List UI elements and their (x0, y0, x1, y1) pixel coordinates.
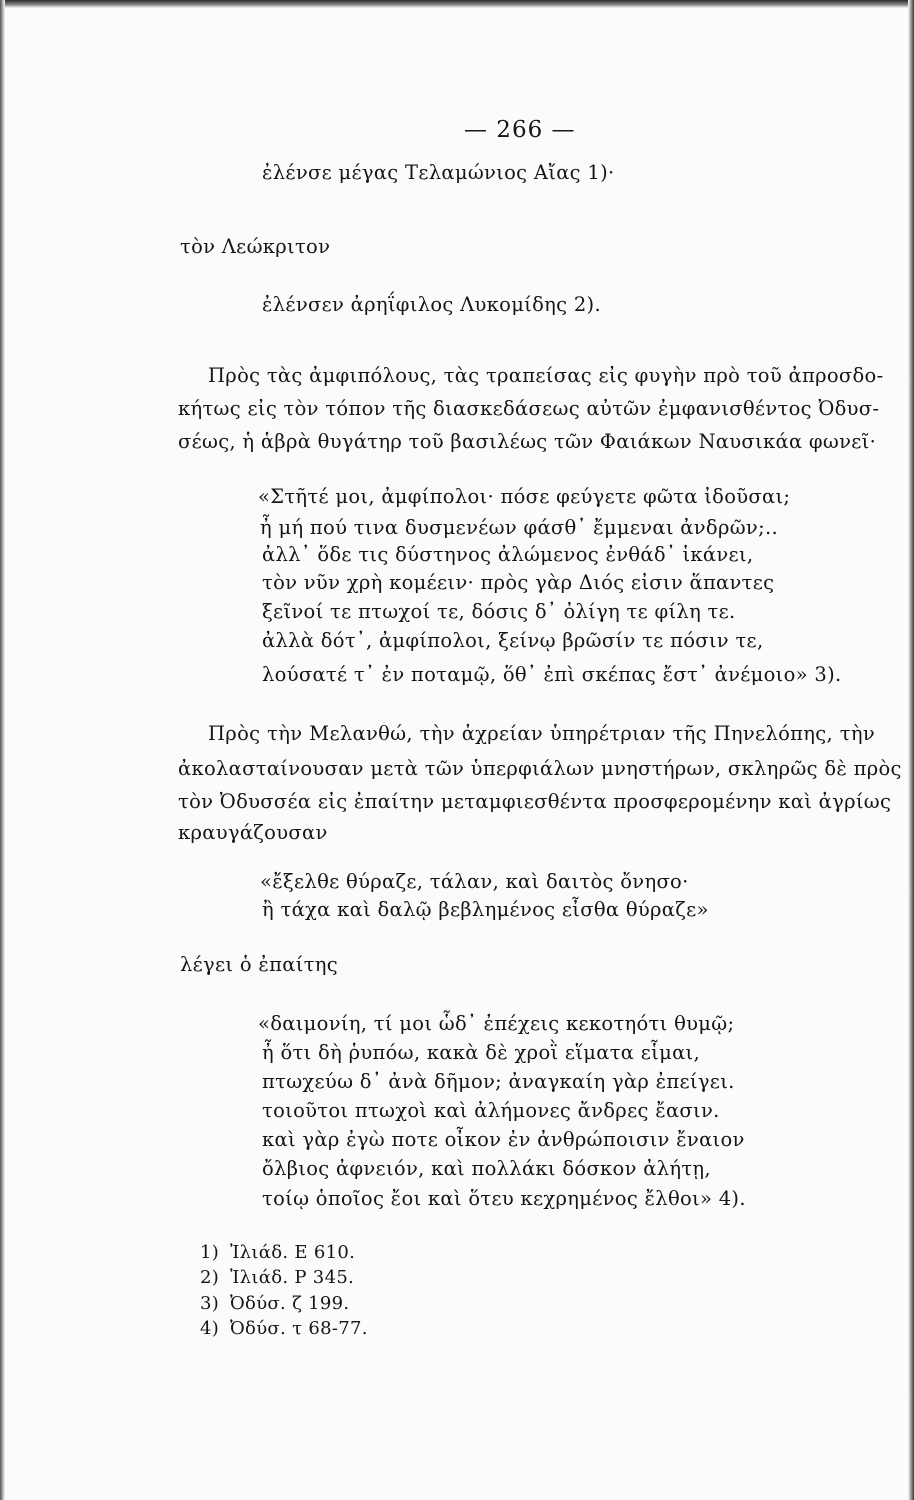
verse-line: ἦ μή πού τινα δυσμενέων φάσθ᾽ ἔμμεναι ἀνδρῶν;.. (260, 516, 778, 539)
paragraph-line: τὸν Ὀδυσσέα εἰς ἐπαίτην μεταμφιεσθέντα προσφερομένην καὶ ἀγρίως (178, 790, 892, 813)
verse-line: ἢ τάχα καὶ δαλῷ βεβλημένος εἶσθα θύραζε» (262, 898, 709, 921)
paragraph-line: ἀκολασταίνουσαν μετὰ τῶν ὑπερφιάλων μνηστήρων, σκληρῶς δὲ πρὸς (178, 757, 902, 780)
paragraph-line: σέως, ἡ ἁβρὰ θυγάτηρ τοῦ βασιλέως τῶν Φαιάκων Ναυσικάα φωνεῖ· (178, 430, 877, 453)
footnote (200, 1291, 349, 1317)
footnote (200, 1240, 355, 1266)
verse-line: λούσατέ τ᾽ ἐν ποταμῷ, ὅθ᾽ ἐπὶ σκέπας ἔστ᾽ ἀνέμοιο» 3). (262, 663, 842, 686)
page-left-edge (0, 0, 5, 1500)
footnote-number: 1) (200, 1242, 220, 1263)
paragraph-line: Πρὸς τὰς ἀμφιπόλους, τὰς τραπείσας εἰς φυγὴν πρὸ τοῦ ἀπροσδο- (208, 364, 884, 387)
footnote (200, 1316, 368, 1342)
verse-line: ξεῖνοί τε πτωχοί τε, δόσις δ᾽ ὀλίγη τε φίλη τε. (262, 600, 736, 623)
paragraph-line: Πρὸς τὴν Μελανθώ, τὴν ἀχρείαν ὑπηρέτριαν τῆς Πηνελόπης, τὴν (208, 722, 875, 745)
verse-line: τοίῳ ὁποῖος ἔοι καὶ ὅτευ κεχρημένος ἔλθοι» 4). (262, 1187, 746, 1210)
verse-line: ὄλβιος ἀφνειόν, καὶ πολλάκι δόσκον ἀλήτῃ, (262, 1157, 711, 1180)
page-right-edge (908, 0, 914, 1500)
footnote-text: Ἰλιάδ. Ρ 345. (230, 1267, 355, 1288)
footnote-text: Ὀδύσ. ζ 199. (230, 1293, 350, 1314)
footnote (200, 1265, 354, 1291)
page-top-edge (0, 0, 914, 8)
verse-line: ἀλλ᾽ ὅδε τις δύστηνος ἀλώμενος ἐνθάδ᾽ ἱκάνει, (262, 543, 754, 566)
text-line: τὸν Λεώκριτον (180, 235, 331, 258)
verse-line: «Στῆτέ μοι, ἀμφίπολοι· πόσε φεύγετε φῶτα ἰδοῦσαι; (258, 485, 791, 508)
verse-line: τὸν νῦν χρὴ κομέειν· πρὸς γὰρ Διός εἰσιν ἅπαντες (262, 571, 775, 594)
verse-line: τοιοῦτοι πτωχοὶ καὶ ἀλήμονες ἄνδρες ἔασιν. (262, 1099, 720, 1122)
text-line: λέγει ὁ ἐπαίτης (180, 953, 338, 976)
footnote-number: 4) (200, 1318, 220, 1339)
verse-line: «δαιμονίη, τί μοι ὧδ᾽ ἐπέχεις κεκοτηότι θυμῷ; (258, 1012, 735, 1035)
paragraph-line: κραυγάζουσαν (178, 821, 328, 844)
verse-line: ἦ ὅτι δὴ ῥυπόω, κακὰ δὲ χροῒ εἵματα εἷμαι, (262, 1041, 701, 1064)
verse-line: ἀλλὰ δότ᾽, ἀμφίπολοι, ξείνῳ βρῶσίν τε πόσιν τε, (262, 629, 764, 652)
verse-line: πτωχεύω δ᾽ ἀνὰ δῆμον; ἀναγκαίη γὰρ ἐπείγει. (262, 1070, 735, 1093)
verse-line: ἐλένσε μέγας Τελαμώνιος Αἴας 1)· (262, 161, 615, 184)
verse-line: ἐλένσεν ἀρηΐφιλος Λυκομίδης 2). (262, 293, 601, 316)
footnote-number: 2) (200, 1267, 220, 1288)
footnote-text: Ὀδύσ. τ 68-77. (230, 1318, 368, 1339)
paragraph-line: κήτως εἰς τὸν τόπον τῆς διασκεδάσεως αὐτῶν ἐμφανισθέντος Ὀδυσ- (178, 397, 880, 420)
page-number: — 266 — (464, 117, 576, 143)
verse-line: «ἔξελθε θύραζε, τάλαν, καὶ δαιτὸς ὄνησο· (260, 870, 689, 893)
footnote-text: Ἰλιάδ. Ε 610. (230, 1242, 356, 1263)
footnote-number: 3) (200, 1293, 220, 1314)
verse-line: καὶ γὰρ ἐγὼ ποτε οἶκον ἐν ἀνθρώποισιν ἔναιον (262, 1128, 745, 1151)
